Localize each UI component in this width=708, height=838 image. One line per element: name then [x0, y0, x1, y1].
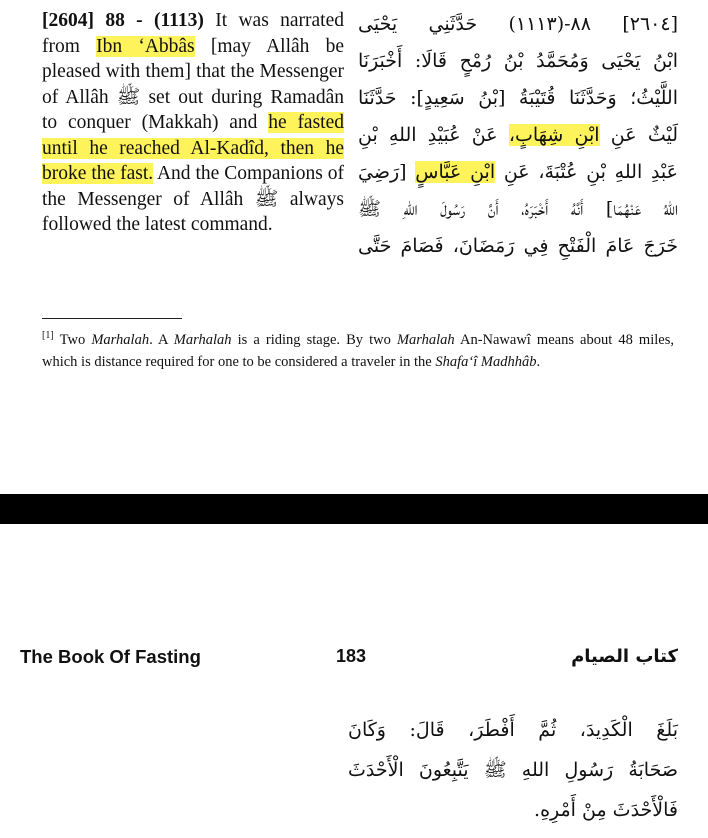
english-text-3: And the Companions of the Messenger of Allâh ﷺ always followed the latest command.	[42, 163, 344, 235]
running-title-arabic: كتاب الصيام	[571, 646, 678, 667]
footnote-divider	[42, 318, 182, 319]
arabic-line: صَحَابَةُ رَسُولِ اللهِ ﷺ يَتَّبِعُونَ الْأَحْدَثَ	[348, 759, 678, 781]
english-text-2: [may Allâh be pleased with them] that the Messenger of Allâh ﷺ set out during Ramadân to conquer (Makkah) and	[42, 35, 345, 133]
highlight-fasted: he fasted until he reached Al-Kadîd, then he broke the fast.	[42, 112, 345, 184]
highlight-ibn-shihab: ابْنِ شِهَابٍ،	[508, 124, 600, 146]
bottom-page	[0, 524, 708, 838]
arabic-line: اللهُ عَنْهُمَا] أَنَّهُ أَخْبَرَهُ، أَنَّ رَسُولَ اللهِ ﷺ	[358, 198, 678, 220]
arabic-line: عَبْدِ اللهِ بْنِ عُتْبَةَ، عَنِ ابْنِ عَبَّاسٍ [رَضِيَ	[358, 161, 678, 183]
page-number: 183	[336, 646, 367, 666]
arabic-line: خَرَجَ عَامَ الْفَتْحِ فِي رَمَضَانَ، فَصَامَ حَتَّى	[358, 235, 678, 257]
arabic-line: لَيْثٌ عَنِ ابْنِ شِهَابٍ، عَنْ عُبَيْدِ اللهِ بْنِ	[358, 124, 679, 146]
hadith-reference: [2604] 88 - (1113)	[42, 10, 204, 31]
highlight-ibn-abbas: Ibn ‘Abbâs	[96, 35, 195, 57]
arabic-text	[358, 6, 678, 265]
arabic-line: [٢٦٠٤] ٨٨-(١١١٣) حَدَّثَنِي يَحْيَى	[358, 13, 678, 35]
arabic-line: ابْنُ يَحْيَى وَمُحَمَّدُ بْنُ رُمْحٍ قَالَا: أَخْبَرَنَا	[358, 50, 678, 72]
english-text-1: It was narrated from	[42, 10, 344, 57]
arabic-line: بَلَغَ الْكَدِيدَ، ثُمَّ أَفْطَرَ، قَالَ: وَكَانَ	[348, 719, 678, 741]
page-separator-bar	[0, 494, 708, 524]
highlight-ibn-abbas-arabic: ابْنِ عَبَّاسٍ	[415, 161, 496, 183]
arabic-text-continued	[348, 710, 678, 830]
arabic-line: فَالْأَحْدَثَ مِنْ أَمْرِهِ.	[534, 799, 678, 821]
english-translation	[42, 8, 344, 238]
footnote-number: [1]	[42, 330, 54, 341]
running-title: The Book Of Fasting	[20, 646, 201, 667]
arabic-line: اللَّيْثُ؛ وَحَدَّثَنَا قُتَيْبَةُ [بْنُ سَعِيدٍ]: حَدَّثَنَا	[358, 87, 678, 109]
footnote: [1] Two Marhalah. A Marhalah is a riding stage. By two Marhalah An-Nawawî means about 48 miles, which is distance required for one to be considered a traveler in the Shafa‘î Madhhâb.	[42, 330, 674, 370]
